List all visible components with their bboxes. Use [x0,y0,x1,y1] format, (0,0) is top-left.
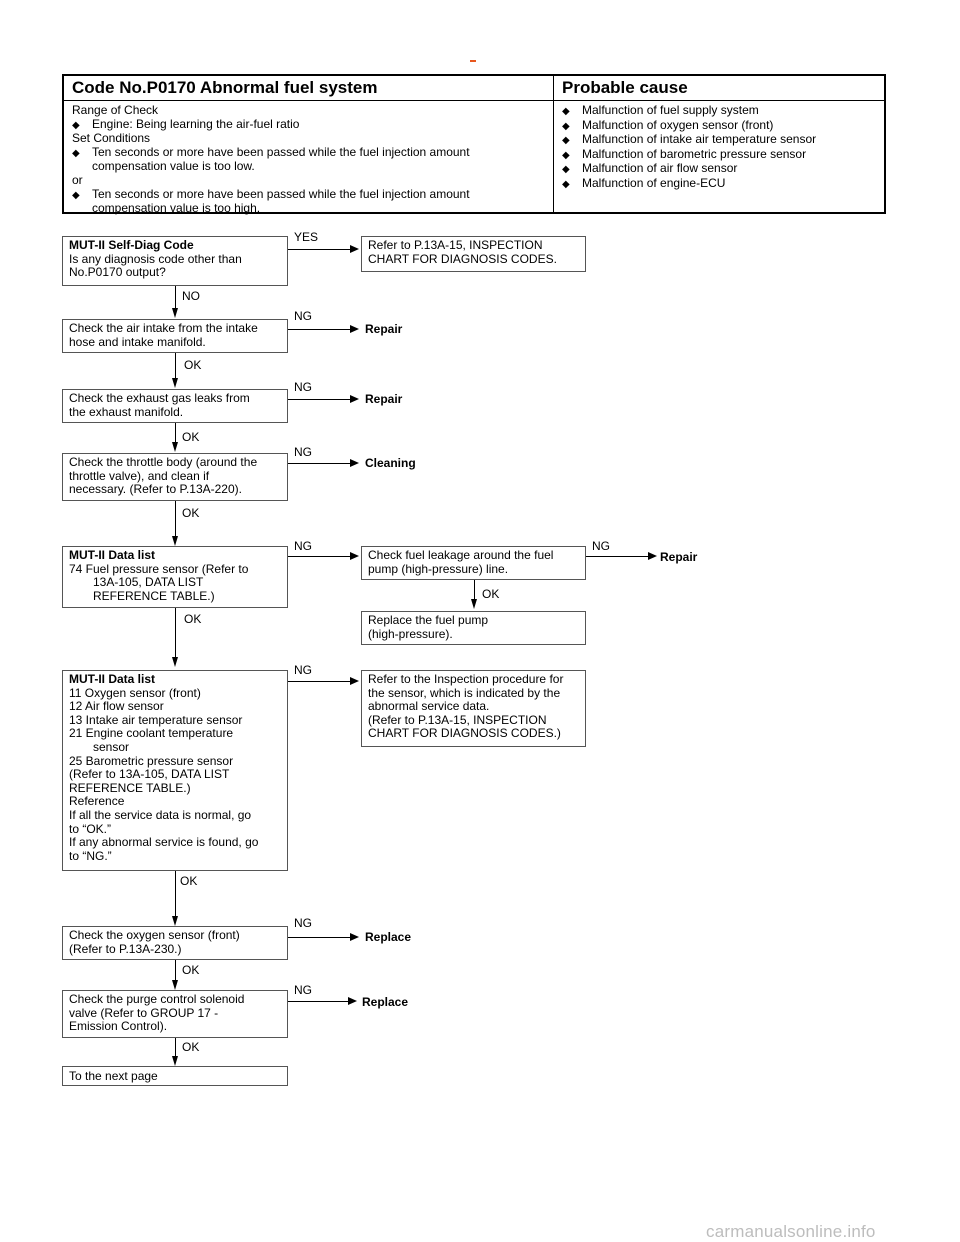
ok-label: OK [482,587,500,601]
ok-connector [175,608,176,658]
cause-title: Probable cause [554,76,884,101]
ng-label: NG [592,539,610,553]
arrow-down-icon [172,442,178,452]
step-fuel-pressure-box: MUT-II Data list 74 Fuel pressure sensor (Refer to 13A-105, DATA LIST REFERENCE TABLE.) [62,546,288,608]
arrow-right-icon [348,997,357,1005]
bullet-icon [562,104,582,119]
ng-connector [288,681,350,682]
code-header-table [62,74,886,214]
yes-connector [288,249,350,250]
code-title: Code No.P0170 Abnormal fuel system [64,76,553,101]
code-conditions: Range of Check ◆Engine: Being learning the air-fuel ratio Set Conditions ◆Ten seconds or more have been passed while the fuel injection amount compensation value is too low. or ◆Ten seconds or more have been passed while the fuel injection amount compensation value is too high. [64,101,553,219]
refer-diag-chart-box: Refer to P.13A-15, INSPECTION CHART FOR DIAGNOSIS CODES. [361,236,586,272]
ok-label: OK [180,874,198,888]
refer-inspection-procedure-box: Refer to the Inspection procedure for the sensor, which is indicated by the abnormal service data. (Refer to P.13A-15, INSPECTION CHART FOR DIAGNOSIS CODES.) [361,670,586,747]
ng-label: NG [294,916,312,930]
ok-connector [175,1038,176,1057]
ok-label: OK [182,1040,200,1054]
bullet-icon [562,162,582,177]
ng-label: NG [294,539,312,553]
ng-label: NG [294,309,312,323]
ok-label: OK [184,612,202,626]
ok-label: OK [182,506,200,520]
fuel-leakage-check-box: Check fuel leakage around the fuel pump (high-pressure) line. [361,546,586,580]
code-column [64,76,554,216]
arrow-right-icon [350,245,359,253]
bullet-icon [562,177,582,192]
arrow-right-icon [648,552,657,560]
ng-connector [288,556,350,557]
ng-label: NG [294,983,312,997]
arrow-down-icon [172,378,178,388]
ng-connector [288,329,350,330]
page-top-mark [470,60,476,62]
bullet-icon [72,118,92,133]
step-sensor-data-box: MUT-II Data list 11 Oxygen sensor (front) 12 Air flow sensor 13 Intake air temperature sensor 21 Engine coolant temperature sensor 25 Barometric pressure sensor (Refer to 13A-105, DATA LIST REFERENCE TABLE.) Reference If all the service data is normal, go to “OK.” If any abnormal service is found, go to “NG.” [62,670,288,871]
step-oxygen-sensor-box: Check the oxygen sensor (front) (Refer to P.13A-230.) [62,926,288,960]
step-air-intake-box: Check the air intake from the intake hose and intake manifold. [62,319,288,353]
cause-column [554,76,884,212]
step-exhaust-leak-box: Check the exhaust gas leaks from the exhaust manifold. [62,389,288,423]
ok-connector [175,353,176,379]
bullet-icon [72,188,92,203]
repair-action: Repair [365,322,403,336]
next-page-box: To the next page [62,1066,288,1086]
repair-action: Repair [365,392,403,406]
cleaning-action: Cleaning [365,456,416,470]
cause-item: ◆Malfunction of fuel supply system [562,104,876,119]
arrow-right-icon [350,325,359,333]
repair-action: Repair [660,550,698,564]
ok-label: OK [184,358,202,372]
ng-connector [288,399,350,400]
arrow-right-icon [350,552,359,560]
cause-item: ◆Malfunction of engine-ECU [562,177,876,192]
ok-connector [175,423,176,443]
ng-connector [288,937,350,938]
replace-fuel-pump-box: Replace the fuel pump (high-pressure). [361,611,586,645]
ng-connector [586,556,648,557]
arrow-down-icon [471,599,477,609]
arrow-down-icon [172,308,178,318]
step-purge-solenoid-box: Check the purge control solenoid valve (Refer to GROUP 17 - Emission Control). [62,990,288,1038]
arrow-right-icon [350,459,359,467]
cause-item: ◆Malfunction of oxygen sensor (front) [562,119,876,134]
arrow-down-icon [172,1056,178,1066]
bullet-icon [562,119,582,134]
cause-item: ◆Malfunction of intake air temperature sensor [562,133,876,148]
bullet-icon [72,146,92,161]
replace-action: Replace [365,930,412,944]
no-label: NO [182,289,200,303]
arrow-down-icon [172,916,178,926]
ok-connector [474,580,475,600]
step-self-diag-box: MUT-II Self-Diag Code Is any diagnosis code other than No.P0170 output? [62,236,288,286]
no-connector [175,286,176,310]
cause-item: ◆Malfunction of barometric pressure sensor [562,148,876,163]
ng-label: NG [294,380,312,394]
cause-item: ◆Malfunction of air flow sensor [562,162,876,177]
arrow-down-icon [172,536,178,546]
bullet-icon [562,133,582,148]
ok-connector [175,960,176,981]
arrow-right-icon [350,395,359,403]
ng-label: NG [294,663,312,677]
replace-action: Replace [362,995,409,1009]
cause-list [554,101,884,195]
watermark: carmanualsonline.info [706,1222,876,1241]
arrow-down-icon [172,657,178,667]
ok-connector [175,501,176,537]
ng-label: NG [294,445,312,459]
ok-label: OK [182,430,200,444]
arrow-right-icon [350,677,359,685]
bullet-icon [562,148,582,163]
ng-connector [288,1001,348,1002]
arrow-right-icon [350,933,359,941]
ng-connector [288,463,350,464]
ok-connector [175,871,176,917]
ok-label: OK [182,963,200,977]
yes-label: YES [294,230,319,244]
arrow-down-icon [172,980,178,990]
step-throttle-body-box: Check the throttle body (around the throttle valve), and clean if necessary. (Refer to P.13A-220). [62,453,288,501]
